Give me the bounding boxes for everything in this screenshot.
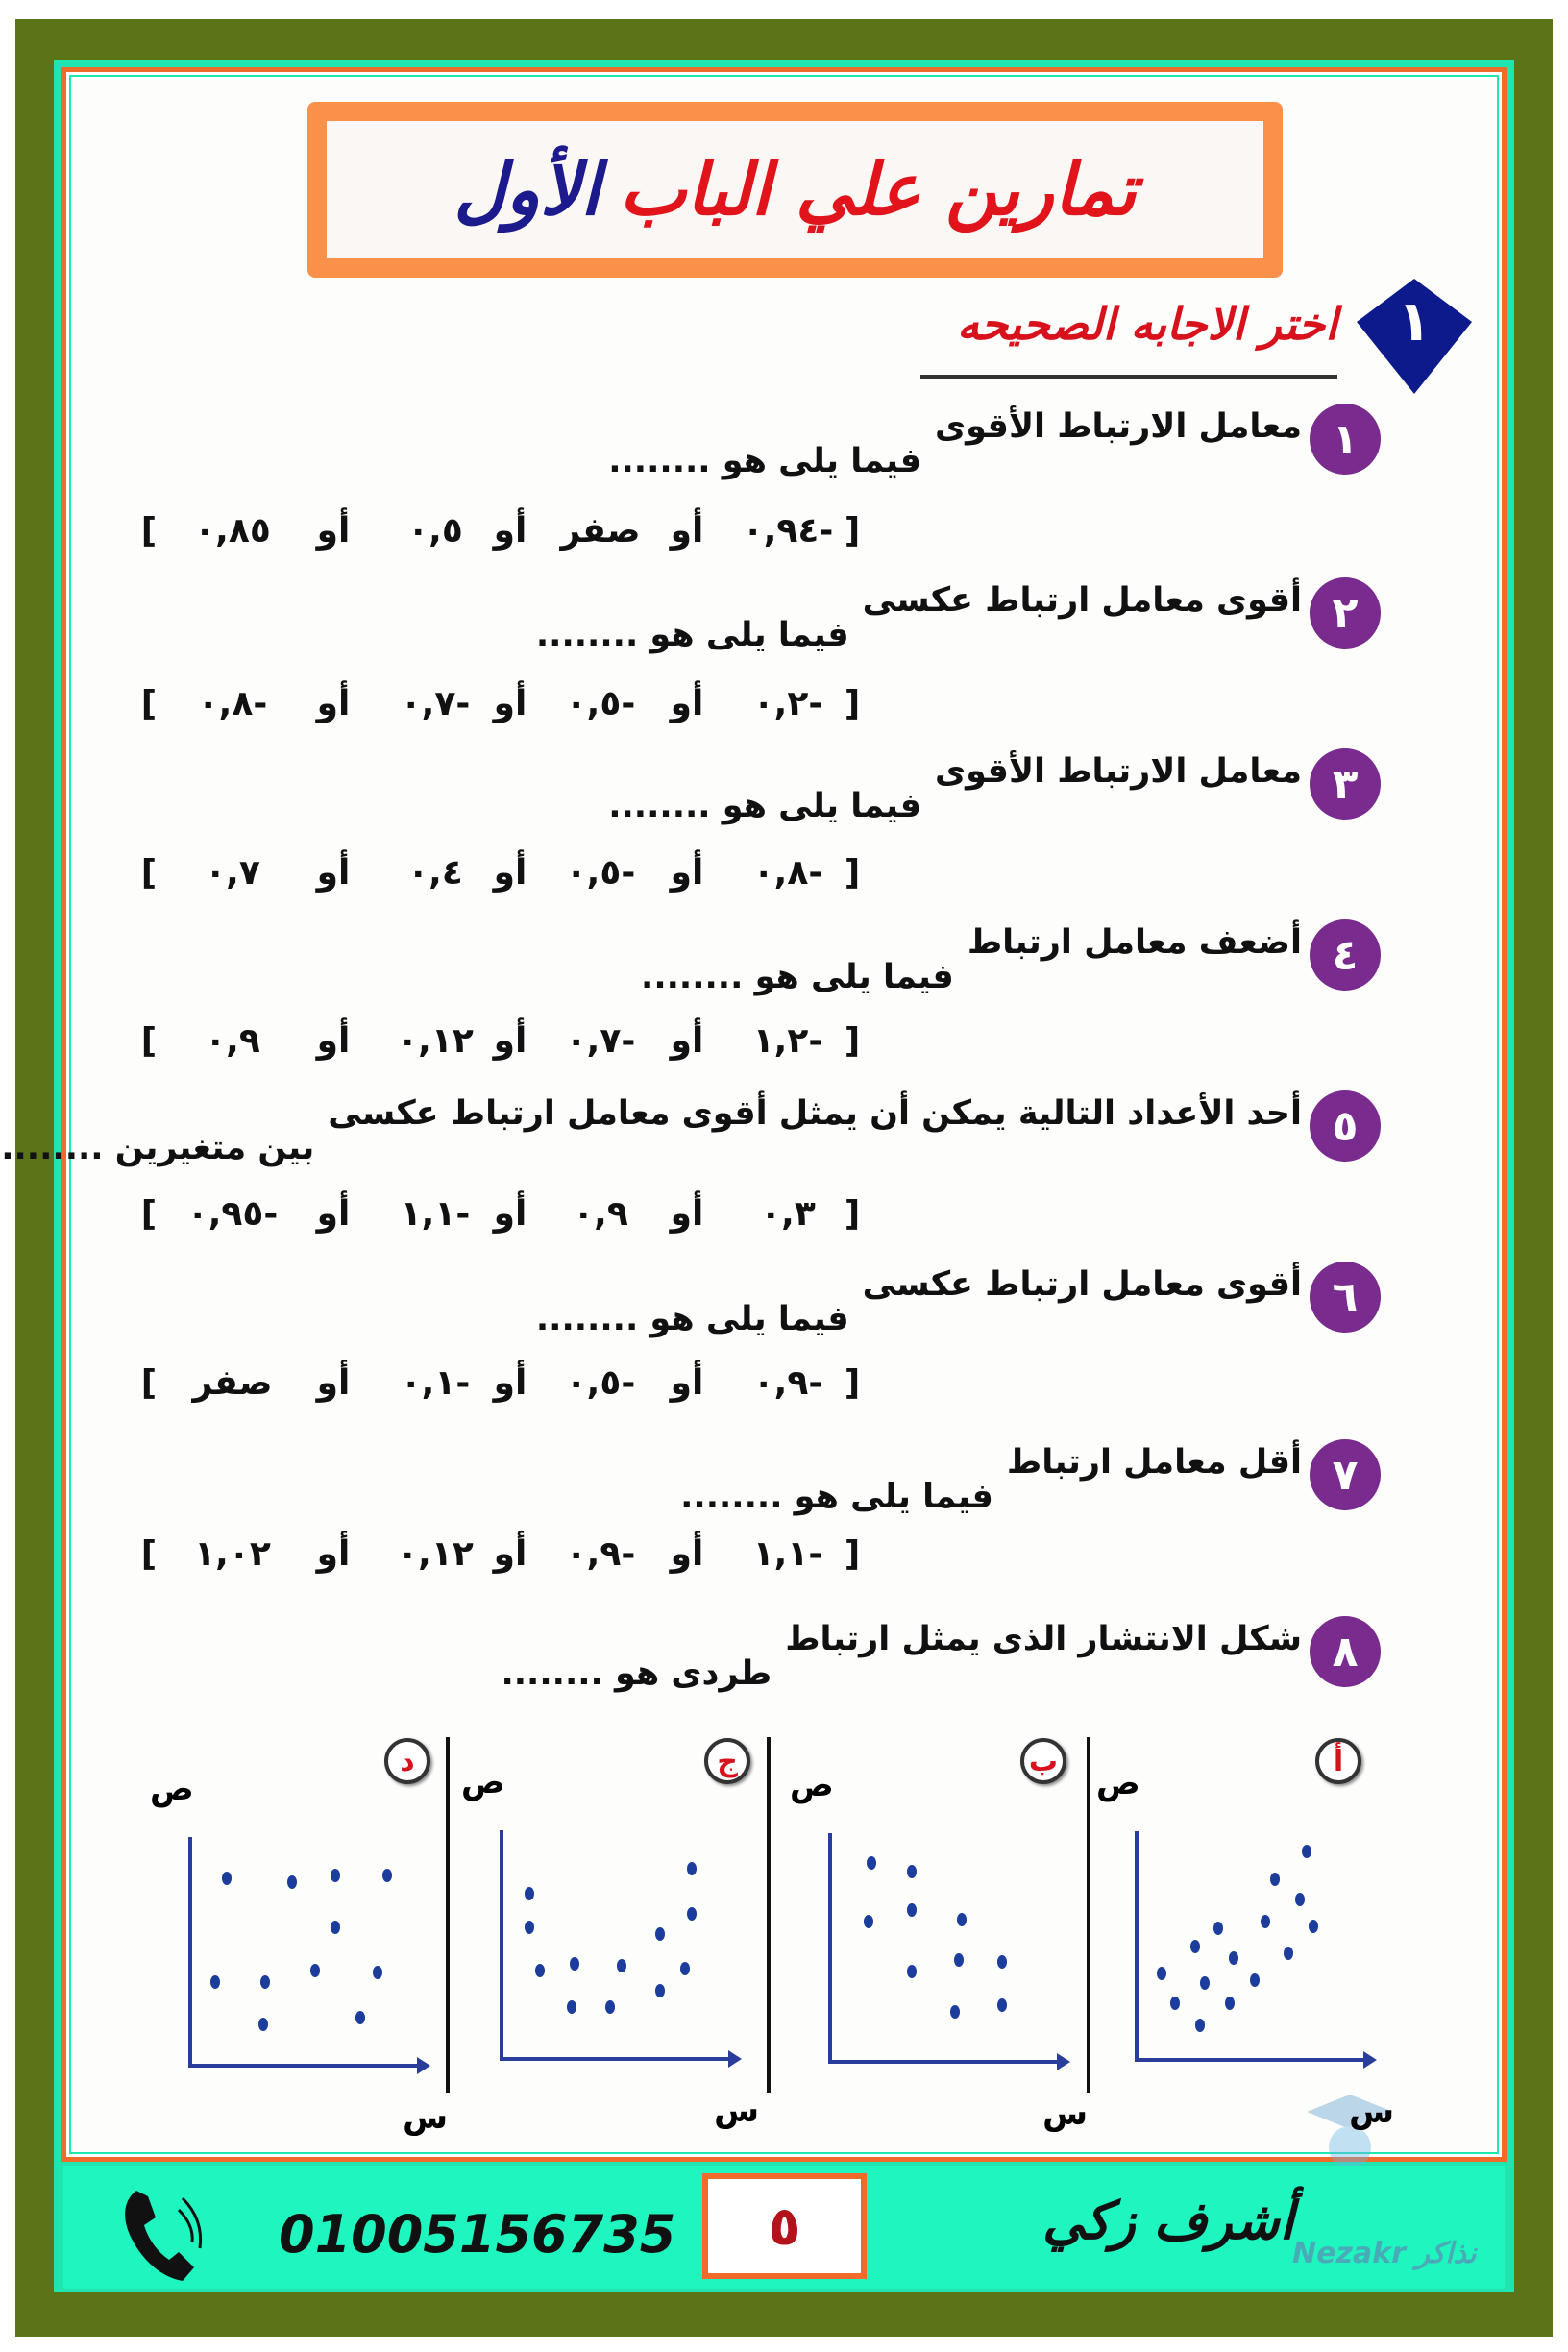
option-2[interactable]: صفر (560, 511, 641, 551)
arrow-icon (728, 2050, 742, 2068)
bracket-close: [ (140, 1021, 158, 1061)
options-row (0, 853, 1568, 911)
scatter-point (287, 1875, 297, 1889)
y-axis (1135, 1831, 1139, 2062)
scatter-point (605, 2000, 615, 2014)
or-label: أو (316, 853, 351, 893)
or-label: أو (316, 1194, 351, 1234)
option-1[interactable]: ٠,٩- (752, 1363, 823, 1403)
title-red: تمارين علي الباب (619, 148, 1137, 232)
bracket-open: ] (844, 1021, 861, 1061)
or-label: أو (316, 1021, 351, 1061)
question-8 (501, 1616, 1381, 1731)
option-2[interactable]: ٠,٩- (565, 1534, 636, 1574)
option-4[interactable]: ٠,٩٥- (186, 1194, 279, 1234)
scatter-point (331, 1869, 340, 1882)
or-label: أو (316, 684, 351, 723)
section-title: اختر الاجابه الصحيحه (956, 298, 1337, 350)
question-text-cont: فيما يلى هو ........ (641, 958, 954, 996)
or-label: أو (493, 1534, 527, 1574)
scatter-point (373, 1966, 382, 1979)
scatter-point (535, 1964, 545, 1977)
scatter-point (382, 1869, 392, 1882)
x-axis (500, 2057, 730, 2061)
option-3[interactable]: ٠,١٢ (397, 1021, 474, 1061)
option-1[interactable]: ٠,٨- (752, 853, 823, 893)
question-text: معامل الارتباط الأقوى (935, 407, 1302, 446)
y-axis-label: ص (1096, 1764, 1140, 1802)
plot-option-label[interactable]: ب (1020, 1738, 1066, 1784)
or-label: أو (670, 1021, 704, 1061)
scatter-point (687, 1862, 697, 1875)
or-label: أو (493, 1363, 527, 1403)
bracket-open: ] (844, 511, 861, 551)
option-4[interactable]: ٠,٨٥ (194, 511, 271, 551)
x-axis-label: س (403, 2098, 448, 2137)
option-3[interactable]: ٠,٤ (407, 853, 463, 893)
or-label: أو (493, 1194, 527, 1234)
x-axis (188, 2064, 419, 2068)
scatter-point (1157, 1967, 1166, 1980)
plot-divider (1087, 1737, 1090, 2093)
question-3 (608, 748, 1381, 864)
or-label: أو (316, 511, 351, 551)
question-number-badge: ٤ (1310, 919, 1381, 991)
option-2[interactable]: ٠,٧- (565, 1021, 636, 1061)
option-3[interactable]: ٠,٥ (407, 511, 463, 551)
options-row (0, 1021, 1568, 1079)
or-label: أو (493, 1021, 527, 1061)
option-4[interactable]: ٠,٩ (205, 1021, 260, 1061)
arrow-icon (1057, 2053, 1070, 2070)
or-label: أو (493, 853, 527, 893)
section-underline (920, 375, 1337, 379)
option-1[interactable]: ٠,٣ (760, 1194, 816, 1234)
scatter-plot[interactable] (790, 1766, 1088, 2133)
or-label: أو (493, 684, 527, 723)
section-number: ١ (1397, 288, 1432, 354)
scatter-point (997, 1955, 1007, 1969)
question-number-badge: ١ (1310, 404, 1381, 475)
option-2[interactable]: ٠,٥- (565, 684, 636, 723)
title-blue: الأول (453, 148, 600, 232)
option-2[interactable]: ٠,٩ (573, 1194, 628, 1234)
plot-option-label[interactable]: أ (1315, 1738, 1361, 1784)
scatter-point (222, 1872, 232, 1885)
phone-icon (115, 2181, 221, 2287)
options-row (0, 1363, 1568, 1421)
option-4[interactable]: ٠,٨- (197, 684, 268, 723)
or-label: أو (493, 511, 527, 551)
x-axis (1135, 2058, 1365, 2062)
option-2[interactable]: ٠,٥- (565, 853, 636, 893)
scatter-point (1225, 1997, 1235, 2010)
option-1[interactable]: ٠,٢- (752, 684, 823, 723)
scatter-point (1170, 1997, 1180, 2010)
scatter-point (997, 1998, 1007, 2012)
options-row (0, 1534, 1568, 1592)
question-text: شكل الانتشار الذى يمثل ارتباط (785, 1620, 1302, 1658)
scatter-point (1302, 1845, 1311, 1858)
scatter-point (950, 2005, 960, 2019)
scatter-point (1250, 1973, 1260, 1987)
x-axis-label: س (1042, 2095, 1088, 2133)
scatter-point (655, 1984, 665, 1997)
or-label: أو (670, 1194, 704, 1234)
scatter-point (907, 1865, 917, 1878)
question-number-badge: ٢ (1310, 577, 1381, 649)
question-number-badge: ٥ (1310, 1090, 1381, 1162)
author-name: أشرف زكي (1042, 2191, 1294, 2251)
bracket-open: ] (844, 1194, 861, 1234)
scatter-point (687, 1907, 697, 1921)
phone-number: 01005156735 (279, 2204, 676, 2265)
scatter-point (1261, 1915, 1270, 1928)
scatter-point (260, 1975, 270, 1989)
question-text: أحد الأعداد التالية يمكن أن يمثل أقوى معامل ارتباط عكسى (328, 1094, 1302, 1133)
question-text-cont: فيما يلى هو ........ (608, 442, 922, 480)
or-label: أو (670, 853, 704, 893)
plot-divider (446, 1737, 450, 2093)
y-axis (828, 1833, 832, 2064)
arrow-icon (417, 2057, 430, 2074)
bracket-open: ] (844, 684, 861, 723)
scatter-point (355, 2011, 365, 2024)
question-text-cont: فيما يلى هو ........ (535, 1300, 849, 1338)
scatter-point (210, 1975, 220, 1989)
option-4[interactable]: صفر (192, 1363, 273, 1403)
option-3[interactable]: ٠,١- (400, 1363, 471, 1403)
scatter-point (1190, 1940, 1200, 1953)
scatter-point (525, 1921, 534, 1934)
y-axis-label: ص (461, 1763, 505, 1801)
question-text-cont: فيما يلى هو ........ (535, 616, 849, 654)
bracket-close: [ (140, 853, 158, 893)
question-number-badge: ٦ (1310, 1262, 1381, 1333)
question-6 (536, 1262, 1381, 1377)
bracket-close: [ (140, 684, 158, 723)
question-text-cont: بين متغيرين ........ (1, 1129, 315, 1167)
scatter-point (567, 2000, 576, 2014)
x-axis-label: س (1349, 2093, 1394, 2131)
question-4 (641, 919, 1381, 1035)
x-axis (828, 2060, 1059, 2064)
plot-divider (767, 1737, 771, 2093)
plot-option-label[interactable]: د (384, 1738, 430, 1784)
scatter-point (907, 1965, 917, 1978)
y-axis (188, 1837, 192, 2068)
bracket-open: ] (844, 1363, 861, 1403)
watermark: Nezakr نذاكر (1292, 2237, 1477, 2270)
scatter-point (258, 2018, 268, 2031)
question-text: أقوى معامل ارتباط عكسى (862, 581, 1302, 620)
question-text: أقوى معامل ارتباط عكسى (862, 1265, 1302, 1304)
question-number-badge: ٧ (1310, 1439, 1381, 1510)
scatter-point (617, 1959, 626, 1972)
scatter-point (680, 1962, 690, 1975)
scatter-point (570, 1957, 579, 1971)
or-label: أو (670, 1534, 704, 1574)
question-text: أضعف معامل ارتباط (967, 923, 1302, 962)
option-1[interactable]: ١,١- (752, 1534, 823, 1574)
options-row (0, 684, 1568, 742)
scatter-point (1284, 1947, 1293, 1960)
page-number: ٥ (702, 2173, 867, 2279)
question-text-cont: فيما يلى هو ........ (680, 1478, 993, 1516)
scatter-point (655, 1927, 665, 1941)
option-4[interactable]: ٠,٧ (205, 853, 260, 893)
options-row (0, 511, 1568, 569)
option-3[interactable]: ٠,١٢ (397, 1534, 474, 1574)
option-1[interactable]: ١,٢- (752, 1021, 823, 1061)
x-axis-label: س (714, 2092, 759, 2130)
or-label: أو (316, 1363, 351, 1403)
y-axis (500, 1830, 503, 2061)
bracket-open: ] (844, 853, 861, 893)
scatter-point (864, 1915, 873, 1928)
scatter-point (957, 1913, 967, 1926)
options-row (0, 1194, 1568, 1252)
or-label: أو (316, 1534, 351, 1574)
scatter-point (954, 1953, 964, 1967)
question-number-badge: ٨ (1310, 1616, 1381, 1687)
scatter-point (331, 1921, 340, 1934)
plot-option-label[interactable]: ج (704, 1738, 750, 1784)
question-text: أقل معامل ارتباط (1006, 1443, 1302, 1482)
title-banner (307, 102, 1283, 278)
scatter-point (1229, 1951, 1238, 1965)
scatter-point (907, 1903, 917, 1917)
bracket-close: [ (140, 511, 158, 551)
bracket-close: [ (140, 1534, 158, 1574)
scatter-point (1195, 2019, 1205, 2032)
scatter-point (1213, 1922, 1223, 1935)
scatter-point (1295, 1893, 1305, 1906)
bracket-open: ] (844, 1534, 861, 1574)
arrow-icon (1363, 2051, 1377, 2069)
option-2[interactable]: ٠,٥- (565, 1363, 636, 1403)
scatter-point (310, 1964, 320, 1977)
scatter-plot[interactable] (461, 1763, 759, 2130)
scatter-point (1309, 1920, 1318, 1933)
or-label: أو (670, 511, 704, 551)
or-label: أو (670, 684, 704, 723)
scatter-point (867, 1856, 876, 1870)
scatter-plot[interactable] (150, 1770, 448, 2137)
question-number-badge: ٣ (1310, 748, 1381, 820)
question-5 (1, 1090, 1381, 1206)
option-3[interactable]: ٠,٧- (400, 684, 471, 723)
question-text-cont: فيما يلى هو ........ (608, 787, 922, 825)
question-2 (536, 577, 1381, 693)
scatter-point (525, 1887, 534, 1900)
y-axis-label: ص (150, 1770, 194, 1808)
option-1[interactable]: ٠,٩٤- (742, 511, 834, 551)
bracket-close: [ (140, 1194, 158, 1234)
or-label: أو (670, 1363, 704, 1403)
option-3[interactable]: ١,١- (400, 1194, 471, 1234)
question-1 (608, 404, 1381, 519)
y-axis-label: ص (790, 1766, 834, 1804)
scatter-point (1270, 1873, 1280, 1886)
scatter-point (1200, 1976, 1210, 1990)
question-text-cont: طردى هو ........ (501, 1654, 772, 1693)
question-text: معامل الارتباط الأقوى (935, 752, 1302, 791)
scatter-plot[interactable] (1096, 1764, 1394, 2131)
bracket-close: [ (140, 1363, 158, 1403)
option-4[interactable]: ١,٠٢ (194, 1534, 271, 1574)
